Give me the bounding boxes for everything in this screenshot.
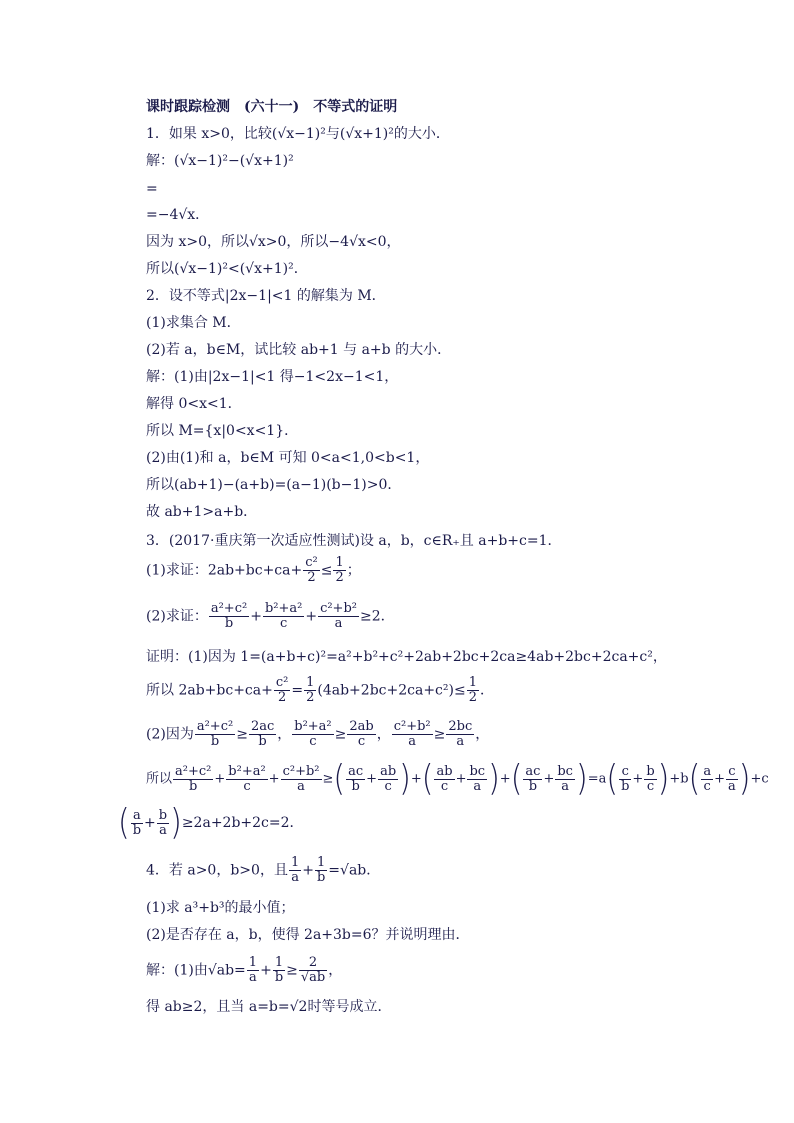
fraction: $\frac{\text{b²+a²}}{c}$ — [294, 719, 332, 749]
proof-3-line-1: 证明：(1)因为 1=(a+b+c)²=a²+b²+c²+2ab+2bc+2ca≥4ab+2bc+2ca+c²， — [146, 649, 667, 665]
fraction: $\frac{1}{a}$ — [290, 855, 300, 885]
fraction: $\frac{\text{a²+c²}}{b}$ — [210, 601, 248, 631]
fraction: $\frac{2ac}{b}$ — [250, 719, 275, 749]
fraction: $\frac{\text{c²}}{2}$ — [275, 675, 289, 705]
proof-3-line-3: (2)因为 $\frac{\text{a²+c²}}{b}$ ≥ $\frac{2ac}{b}$ ， $\frac{\text{b²+a²}}{c}$ ≥ $\frac{2ab}{c}$ ， $\frac{\text{c²+b²}}{a}$ ≥ $\frac{2bc}{a}$ ， — [146, 719, 490, 749]
text: (1)求证：2ab+bc+ca+ — [146, 562, 303, 579]
proof-3-line-4: 所以 $\frac{\text{a²+c²}}{b}$ + $\frac{\text{b²+a²}}{c}$ + $\frac{\text{c²+b²}}{a}$ ≥( $\frac{ac}{b}$ + $\frac{ab}{c}$ )+( $\frac{ab}{c}$ + $\frac{bc}{a}$ )+( $\frac{ac}{b}$ + $\frac{bc}{a}$ )=a( $\frac{c}{b}$ + $\frac{b}{c}$ )+b( $\frac{a}{c}$ + $\frac{c}{a}$ )+c — [146, 757, 769, 800]
fraction: $\frac{1}{b}$ — [316, 855, 326, 885]
solution-2-line-2: 解得 0<x<1． — [146, 396, 242, 412]
fraction: $\frac{1}{a}$ — [248, 955, 258, 985]
fraction: $\frac{c}{a}$ — [727, 763, 736, 794]
fraction: $\frac{2bc}{a}$ — [448, 719, 473, 749]
fraction: $\frac{1}{2}$ — [335, 555, 344, 585]
fraction: $\frac{1}{2}$ — [468, 675, 477, 705]
solution-1-line-2: = — [146, 181, 158, 197]
fraction: $\frac{a}{b}$ — [132, 807, 142, 838]
question-2-part-1: (1)求集合 M． — [146, 315, 241, 331]
solution-2-line-3: 所以 M={x|0<x<1}． — [146, 423, 299, 439]
document-title: 课时跟踪检测 (六十一) 不等式的证明 — [146, 99, 398, 115]
fraction: $\frac{\text{c²+b²}}{a}$ — [282, 763, 320, 794]
solution-2-line-6: 故 ab+1>a+b． — [146, 504, 258, 520]
fraction: $\frac{ac}{b}$ — [525, 763, 541, 794]
fraction: $\frac{2ab}{c}$ — [349, 719, 374, 749]
solution-2-line-5: 所以(ab+1)−(a+b)=(a−1)(b−1)>0． — [146, 477, 402, 493]
solution-2-line-1: 解：(1)由|2x−1|<1 得−1<2x−1<1， — [146, 369, 399, 385]
solution-4-line-2: 得 ab≥2，且当 a=b=√2时等号成立． — [146, 999, 392, 1015]
solution-1-line-4: 因为 x>0，所以√x>0，所以−4√x<0， — [146, 234, 401, 250]
question-4: 4．若 a>0，b>0，且 $\frac{1}{a}$ + $\frac{1}{b}$ =√ab． — [146, 855, 381, 885]
fraction: $\frac{ab}{c}$ — [436, 763, 453, 794]
solution-1-line-1: 解：(√x−1)²−(√x+1)² — [146, 153, 294, 169]
solution-1-line-3: =−4√x． — [146, 207, 210, 223]
fraction: $\frac{\text{a²+c²}}{b}$ — [196, 719, 234, 749]
fraction: $\frac{bc}{a}$ — [469, 763, 486, 794]
proof-3-line-2: 所以 2ab+bc+ca+ $\frac{\text{c²}}{2}$ = $\frac{1}{2}$ (4ab+2bc+2ca+c²)≤ $\frac{1}{2}$ ． — [146, 675, 494, 705]
fraction: $\frac{\text{c²+b²}}{a}$ — [393, 719, 431, 749]
fraction: $\frac{1}{b}$ — [274, 955, 284, 985]
solution-1-line-5: 所以(√x−1)²<(√x+1)²． — [146, 261, 308, 277]
question-1: 1．如果 x>0，比较(√x−1)²与(√x+1)²的大小． — [146, 126, 450, 142]
fraction: $\frac{\text{b²+a²}}{c}$ — [228, 763, 266, 794]
question-2-part-2: (2)若 a，b∈M，试比较 ab+1 与 a+b 的大小． — [146, 342, 452, 358]
proof-3-line-5: ( $\frac{a}{b}$ + $\frac{b}{a}$ )≥2a+2b+2c=2． — [118, 801, 304, 844]
solution-2-line-4: (2)由(1)和 a，b∈M 可知 0<a<1,0<b<1， — [146, 450, 430, 466]
question-3: 3．(2017·重庆第一次适应性测试)设 a，b，c∈R₊且 a+b+c=1． — [146, 533, 562, 549]
question-4-part-2: (2)是否存在 a，b，使得 2a+3b=6？并说明理由． — [146, 927, 470, 943]
fraction: $\frac{\text{c²}}{2}$ — [305, 555, 318, 585]
fraction: $\frac{\text{a²+c²}}{b}$ — [175, 763, 212, 794]
question-4-part-1: (1)求 a³+b³的最小值； — [146, 900, 295, 916]
fraction: $\frac{b}{c}$ — [646, 763, 655, 794]
question-3-part-1: (1)求证：2ab+bc+ca+ $\frac{\text{c²}}{2}$ ≤ $\frac{1}{2}$ ； — [146, 555, 361, 585]
fraction: $\frac{ab}{c}$ — [380, 763, 397, 794]
fraction: $\frac{bc}{a}$ — [557, 763, 573, 794]
fraction: $\frac{b}{a}$ — [158, 807, 168, 838]
question-2: 2．设不等式|2x−1|<1 的解集为 M． — [146, 288, 386, 304]
question-3-part-2: (2)求证： $\frac{\text{a²+c²}}{b}$ + $\frac{\text{b²+a²}}{c}$ + $\frac{\text{c²+b²}}{a}$ ≥2． — [146, 601, 395, 631]
fraction: $\frac{\text{b²+a²}}{c}$ — [264, 601, 303, 631]
fraction: $\frac{c}{b}$ — [621, 763, 630, 794]
fraction: $\frac{ac}{b}$ — [348, 763, 364, 794]
fraction: $\frac{a}{c}$ — [703, 763, 712, 794]
fraction: $\frac{\text{c²+b²}}{a}$ — [320, 601, 357, 631]
solution-4-line-1: 解：(1)由√ab= $\frac{1}{a}$ + $\frac{1}{b}$ ≥ $\frac{2}{√ab}$ ， — [146, 955, 343, 985]
fraction: $\frac{2}{√ab}$ — [300, 955, 326, 985]
fraction: $\frac{1}{2}$ — [306, 675, 315, 705]
